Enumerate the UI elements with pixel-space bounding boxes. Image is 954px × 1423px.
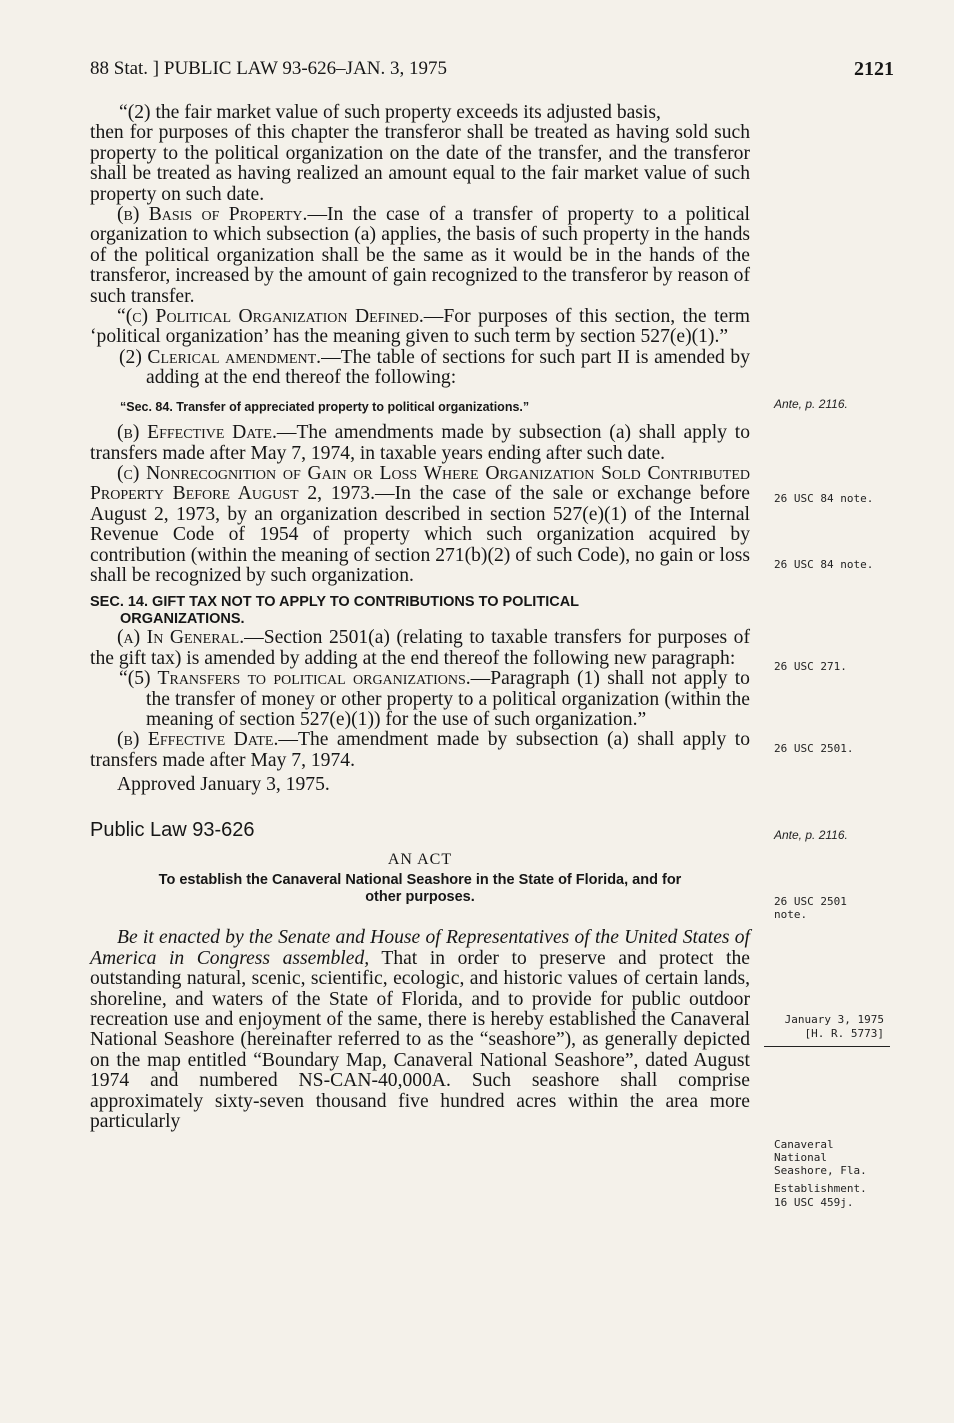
paragraph-2-value: “(2) the fair market value of such property exceeds its adjusted basis, (119, 102, 661, 123)
effective-date-heading-1: (b) Effective Date. (117, 422, 277, 444)
margin-rule (764, 1046, 890, 1047)
political-defined-heading: “(c) Political Organization Defined. (117, 306, 424, 328)
section-14-line-2: ORGANIZATIONS. (120, 611, 245, 628)
purpose-line-1: To establish the Canaveral National Seashore in the State of Florida, and for (158, 872, 682, 889)
basis-heading: (b) Basis of Property. (117, 204, 308, 226)
margin-note-canaveral: Canaveral National Seashore, Fla. (774, 1138, 867, 1177)
margin-note-26usc271: 26 USC 271. (774, 660, 847, 673)
approved-line: Approved January 3, 1975. (117, 774, 330, 796)
effective-date-text-1: —The amendments made by subsection (a) shall apply to transfers made after May 7, 1974, in taxable years ending after such date. (90, 422, 751, 464)
running-header: 88 Stat. ] PUBLIC LAW 93-626–JAN. 3, 1975 (90, 58, 448, 79)
public-law-title: Public Law 93-626 (90, 818, 255, 841)
margin-note-bill: [H. R. 5773] (804, 1027, 884, 1040)
paragraph-political-defined (90, 307, 750, 348)
enacting-clause (90, 928, 750, 1132)
margin-note-26usc2501-note: 26 USC 2501 note. (774, 895, 847, 921)
paragraph-nonrecognition (90, 464, 750, 586)
transfers-political-text: —Paragraph (1) shall not apply to the transfer of money or other property to a political organization (within the meaning of section 527(e)(1)) for the use of such organization.” (146, 668, 750, 730)
clerical-text: —The table of sections for such part II is amended by adding at the end thereof the following: (146, 346, 750, 389)
paragraph-clerical (90, 348, 750, 389)
transfers-political-heading: “(5) Transfers to political organizations. (119, 668, 471, 690)
section-14-line-1: SEC. 14. GIFT TAX NOT TO APPLY TO CONTRIBUTIONS TO POLITICAL (90, 594, 580, 611)
margin-note-date: January 3, 1975 (784, 1013, 884, 1026)
enacting-formula: Be it enacted by the Senate and House of Representatives of the United States of America in Congress assembled, (90, 927, 750, 969)
margin-note-16usc459j: 16 USC 459j. (774, 1196, 854, 1209)
act-purpose (90, 872, 750, 906)
margin-note-26usc84-1: 26 USC 84 note. (774, 492, 874, 505)
paragraph-transfers-political (90, 669, 750, 730)
nonrecognition-heading: (c) Nonrecognition of Gain or Loss Where Organization Sold Contributed Property Before August 2, 1973. (90, 462, 750, 505)
section-table-entry: “Sec. 84. Transfer of appreciated property to political organizations.” (120, 399, 530, 414)
in-general-heading: (a) In General. (117, 627, 245, 649)
paragraph-effective-date-1 (90, 423, 750, 464)
purpose-line-2: other purposes. (365, 889, 475, 906)
margin-note-26usc2501: 26 USC 2501. (774, 742, 854, 755)
political-defined-text: —For purposes of this section, the term ‘political organization’ has the meaning given to such term by section 527(e)(1).” (90, 306, 750, 348)
enacting-text: That in order to preserve and protect the outstanding natural, scenic, scientific, ecologic, and historic values of certain lands, shoreline, and waters of the State of Florida, and to provide for public outdoor recreation use and enjoyment of the same, there is hereby established the Canaveral National Seashore (hereinafter referred to as the “seashore”), as generally depicted on the map entitled “Boundary Map, Canaveral National Seashore”, dated August 1974 and numbered NS-CAN-40,000A. Such seashore shall comprise approximately sixty-seven thousand five hundred acres within the area more particularly (90, 947, 750, 1133)
margin-note-ante-1: Ante, p. 2116. (774, 397, 848, 411)
effective-date-text-2: —The amendment made by subsection (a) shall apply to transfers made after May 7, 1974. (90, 729, 751, 771)
in-general-text: —Section 2501(a) (relating to taxable transfers for purposes of the gift tax) is amended by adding at the end thereof the following new paragraph: (90, 627, 750, 669)
nonrecognition-text: —In the case of the sale or exchange before August 2, 1973, by an organization described in section 527(e)(1) of the Internal Revenue Code of 1954 of property which such organization acquired by contribution (within the meaning of section 271(b)(2) of such Code), no gain or loss shall be recognized by such organization. (90, 483, 750, 586)
effective-date-heading-2: (b) Effective Date. (117, 729, 279, 751)
paragraph-effective-date-2 (90, 730, 750, 771)
an-act-label: AN ACT (387, 851, 453, 868)
paragraph-basis (90, 205, 750, 307)
margin-note-establishment: Establishment. (774, 1182, 867, 1195)
margin-note-26usc84-2: 26 USC 84 note. (774, 558, 874, 571)
main-text (90, 103, 750, 1132)
paragraph-in-general (90, 628, 750, 669)
paragraph-transferor: then for purposes of this chapter the transferor shall be treated as having sold such property to the political organization on the date of the transfer, and the transferor shall be treated as having realized an amount equal to the fair market value of such property on such date. (90, 122, 750, 205)
page-number: 2121 (854, 58, 894, 80)
section-14-heading (90, 594, 750, 628)
basis-text: —In the case of a transfer of property to a political organization to which subsection (a) applies, the basis of such property in the hands of the political organization shall be the same as it would be in the hands of the transferor, increased by the amount of gain recognized to the transferor by reason of such transfer. (90, 204, 750, 307)
margin-note-ante-2: Ante, p. 2116. (774, 828, 848, 842)
clerical-heading: (2) Clerical amendment. (119, 346, 322, 368)
